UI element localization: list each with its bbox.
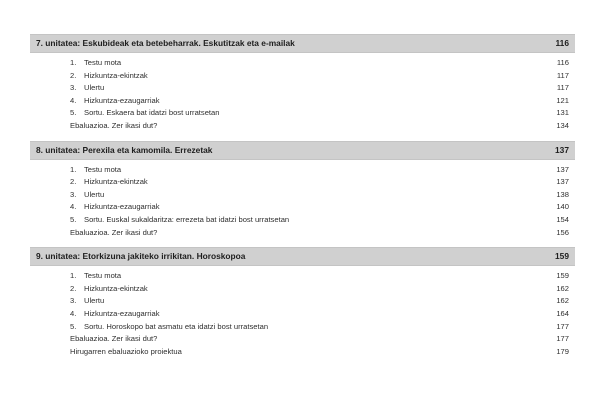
toc-entry[interactable] (30, 164, 575, 177)
entry-page: 137 (556, 164, 569, 174)
entry-page: 154 (556, 214, 569, 224)
table-of-contents (30, 34, 575, 358)
entry-title: Hizkuntza-ekintzak (84, 283, 148, 293)
entry-page: 134 (556, 120, 569, 130)
toc-entry[interactable] (30, 189, 575, 202)
unit-9-lessons (30, 266, 575, 358)
unit-header-9[interactable] (30, 247, 575, 266)
entry-title: Ebaluazioa. Zer ikasi dut? (70, 334, 158, 344)
entry-title: Hizkuntza-ekintzak (84, 70, 148, 80)
toc-entry-evaluation[interactable] (30, 227, 575, 240)
entry-title: Ulertu (84, 83, 105, 93)
entry-title: Sortu. Euskal sukaldaritza: errezeta bat idatzi bost urratsetan (84, 214, 290, 224)
entry-title: Testu mota (84, 164, 122, 174)
unit-page-number: 116 (555, 38, 569, 48)
unit-page-number: 159 (555, 251, 569, 262)
entry-page: 156 (556, 227, 569, 237)
entry-number: 4. (70, 202, 77, 212)
entry-page: 164 (556, 308, 569, 318)
entry-title: Hizkuntza-ekintzak (84, 177, 148, 187)
entry-page: 131 (556, 108, 569, 118)
entry-page: 140 (556, 202, 569, 212)
toc-entry[interactable] (30, 308, 575, 321)
entry-number: 3. (70, 189, 77, 199)
entry-number: 2. (70, 177, 77, 187)
unit-title: 9. unitatea: Etorkizuna jakiteko irrikitan. Horoskopoa (36, 251, 246, 262)
entry-number: 1. (70, 271, 77, 281)
entry-title: Hizkuntza-ezaugarriak (84, 95, 160, 105)
entry-number: 5. (70, 321, 77, 331)
unit-header-7[interactable] (30, 34, 575, 53)
toc-entry[interactable] (30, 176, 575, 189)
toc-entry[interactable] (30, 95, 575, 108)
entry-number: 2. (70, 70, 77, 80)
entry-page: 177 (556, 321, 569, 331)
unit-7-lessons (30, 53, 575, 133)
entry-number: 5. (70, 108, 77, 118)
toc-entry[interactable] (30, 70, 575, 83)
toc-entry[interactable] (30, 82, 575, 95)
entry-page: 121 (556, 95, 569, 105)
toc-entry-project[interactable] (30, 346, 575, 359)
entry-page: 117 (556, 83, 569, 93)
entry-number: 2. (70, 283, 77, 293)
entry-number: 4. (70, 308, 77, 318)
toc-entry[interactable] (30, 321, 575, 334)
entry-title: Testu mota (84, 58, 122, 67)
entry-title: Ebaluazioa. Zer ikasi dut? (70, 120, 158, 130)
unit-header-8[interactable] (30, 141, 575, 160)
toc-entry[interactable] (30, 107, 575, 120)
section-gap (30, 239, 575, 247)
entry-title: Hirugarren ebaluazioko proiektua (70, 346, 182, 356)
entry-title: Ulertu (84, 296, 105, 306)
unit-title: 8. unitatea: Perexila eta kamomila. Errezetak (36, 144, 213, 155)
toc-entry-evaluation[interactable] (30, 333, 575, 346)
entry-page: 116 (556, 58, 569, 67)
toc-entry-evaluation[interactable] (30, 120, 575, 133)
section-gap (30, 133, 575, 141)
entry-page: 179 (556, 346, 569, 356)
entry-page: 137 (556, 177, 569, 187)
entry-title: Hizkuntza-ezaugarriak (84, 202, 160, 212)
entry-number: 1. (70, 164, 77, 174)
entry-page: 138 (556, 189, 569, 199)
entry-number: 3. (70, 296, 77, 306)
entry-page: 162 (556, 283, 569, 293)
entry-page: 159 (556, 271, 569, 281)
unit-8-lessons (30, 160, 575, 240)
toc-entry[interactable] (30, 214, 575, 227)
entry-number: 5. (70, 214, 77, 224)
entry-title: Ulertu (84, 189, 105, 199)
entry-title: Ebaluazioa. Zer ikasi dut? (70, 227, 158, 237)
entry-page: 177 (556, 334, 569, 344)
toc-entry[interactable] (30, 283, 575, 296)
entry-title: Hizkuntza-ezaugarriak (84, 308, 160, 318)
unit-page-number: 137 (555, 144, 569, 155)
toc-entry[interactable] (30, 201, 575, 214)
entry-page: 117 (556, 70, 569, 80)
toc-entry[interactable] (30, 295, 575, 308)
entry-number: 3. (70, 83, 77, 93)
unit-title: 7. unitatea: Eskubideak eta betebeharrak. Eskutitzak eta e-mailak (36, 38, 295, 48)
entry-title: Sortu. Horoskopo bat asmatu eta idatzi bost urratsetan (84, 321, 269, 331)
entry-title: Sortu. Eskaera bat idatzi bost urratsetan (84, 108, 220, 118)
toc-entry[interactable] (30, 57, 575, 70)
entry-title: Testu mota (84, 271, 122, 281)
entry-number: 4. (70, 95, 77, 105)
entry-number: 1. (70, 58, 77, 67)
entry-page: 162 (556, 296, 569, 306)
toc-entry[interactable] (30, 270, 575, 283)
